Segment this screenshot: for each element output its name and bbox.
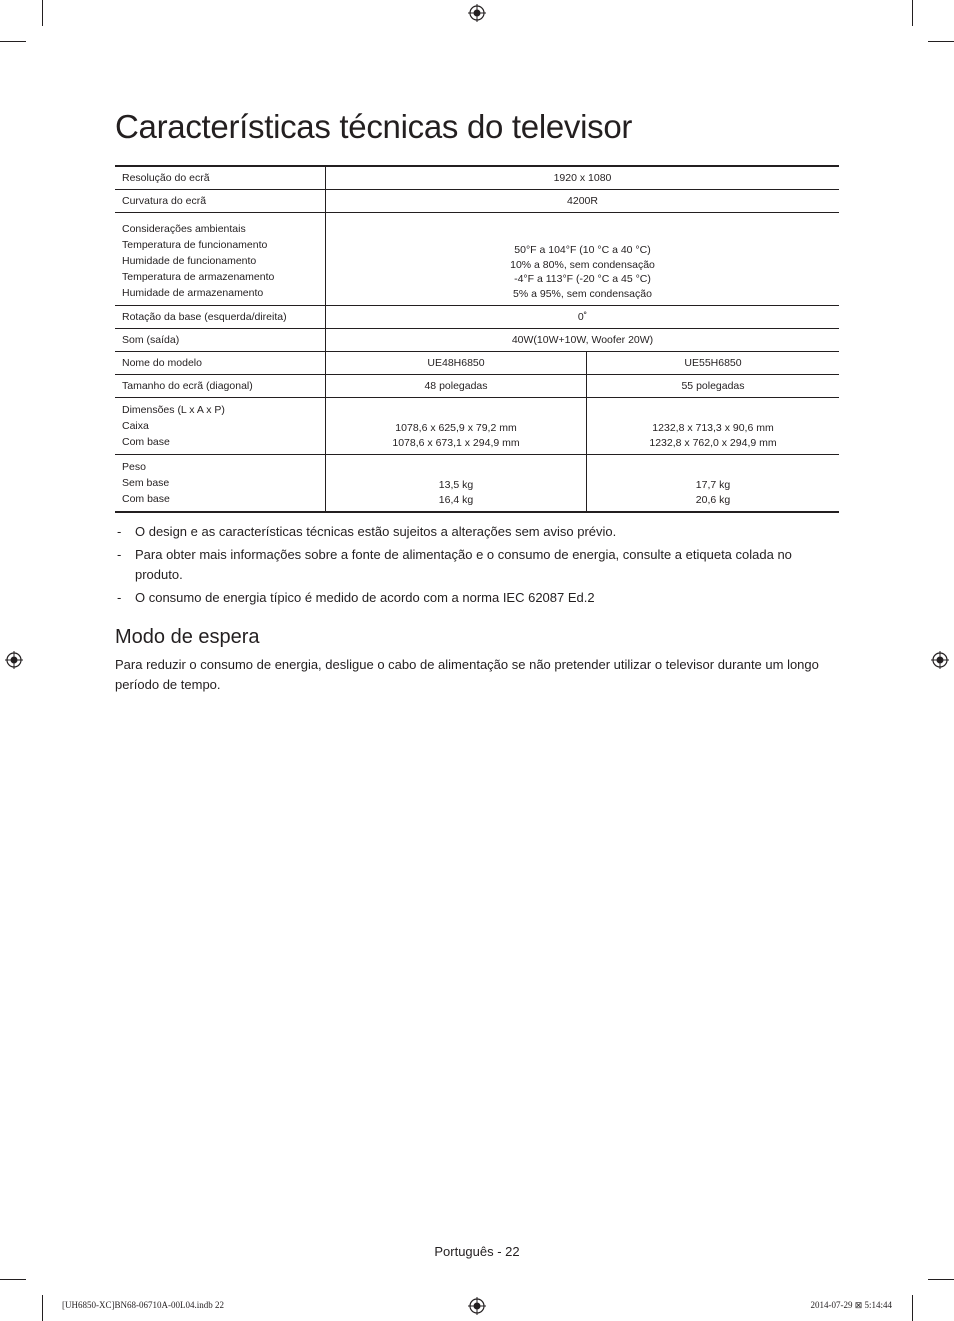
table-row (115, 306, 839, 329)
spec-value: 17,7 kg (695, 479, 731, 491)
bullet-dash: - (117, 524, 122, 539)
spec-value-group (587, 398, 840, 455)
spec-label: Humidade de funcionamento (122, 255, 257, 267)
spec-label: Resolução do ecrã (122, 172, 210, 184)
crop-mark (912, 1295, 913, 1321)
spec-value: 55 polegadas (587, 375, 840, 398)
spec-value: -4°F a 113°F (-20 °C a 45 °C) (514, 273, 651, 285)
spec-value-group (326, 398, 587, 455)
crop-mark (928, 41, 954, 42)
crop-mark (42, 0, 43, 26)
section-heading: Modo de espera (115, 626, 260, 648)
spec-label: Tamanho do ecrã (diagonal) (115, 375, 326, 398)
spec-label-group (115, 398, 326, 455)
note-text: O consumo de energia típico é medido de acordo com a norma IEC 62087 Ed.2 (135, 590, 595, 605)
spec-value: 5% a 95%, sem condensação (513, 287, 652, 300)
table-row (115, 213, 839, 306)
spec-label: Com base (122, 436, 170, 448)
spec-label: Dimensões (L x A x P) (122, 404, 225, 416)
registration-mark-icon (931, 651, 949, 669)
table-row (115, 398, 839, 455)
list-item (115, 522, 815, 542)
spec-label: Humidade de armazenamento (122, 287, 264, 299)
crop-mark (0, 41, 26, 42)
crop-mark (912, 0, 913, 26)
registration-mark-icon (468, 1297, 486, 1315)
spec-value: 1232,8 x 762,0 x 294,9 mm (649, 436, 777, 449)
spec-value: 16,4 kg (438, 493, 474, 506)
spec-value: 50°F a 104°F (10 °C a 40 °C) (514, 244, 651, 256)
table-row (115, 190, 839, 213)
spec-value: UE55H6850 (587, 352, 840, 375)
page-footer: Português - 22 (434, 1244, 520, 1259)
spec-value: 48 polegadas (326, 375, 587, 398)
spec-label-group (115, 455, 326, 513)
crop-mark (928, 1279, 954, 1280)
notes-list (115, 522, 815, 611)
spec-value: 1232,8 x 713,3 x 90,6 mm (652, 422, 774, 434)
spec-value: 13,5 kg (438, 479, 474, 491)
registration-mark-icon (5, 651, 23, 669)
spec-value: 1078,6 x 625,9 x 79,2 mm (395, 422, 517, 434)
note-text: Para obter mais informações sobre a fonte de alimentação e o consumo de energia, consulte a etiqueta colada no produto. (135, 547, 792, 582)
list-item (115, 588, 815, 608)
table-row (115, 352, 839, 375)
spec-value-group (587, 455, 840, 513)
spec-value: 1920 x 1080 (326, 166, 840, 190)
spec-value: 40W(10W+10W, Woofer 20W) (326, 329, 840, 352)
slug-right: 2014-07-29 ⊠ 5:14:44 (810, 1300, 892, 1310)
slug-left: [UH6850-XC]BN68-06710A-00L04.indb 22 (62, 1300, 224, 1310)
spec-label: Rotação da base (esquerda/direita) (115, 306, 326, 329)
spec-value: 1078,6 x 673,1 x 294,9 mm (392, 436, 520, 449)
spec-value: UE48H6850 (326, 352, 587, 375)
note-text: O design e as características técnicas estão sujeitos a alterações sem aviso prévio. (135, 524, 617, 539)
spec-label: Temperatura de armazenamento (122, 271, 275, 283)
spec-table (115, 165, 839, 513)
bullet-dash: - (117, 590, 122, 605)
table-row (115, 455, 839, 513)
spec-value: 4200R (326, 190, 840, 213)
spec-label: Som (saída) (115, 329, 326, 352)
spec-label: Com base (122, 493, 170, 505)
crop-mark (0, 1279, 26, 1280)
table-row (115, 329, 839, 352)
spec-value-group (326, 455, 587, 513)
bullet-dash: - (117, 547, 122, 562)
spec-label: Sem base (122, 477, 170, 489)
spec-label: Nome do modelo (115, 352, 326, 375)
spec-label-group (115, 213, 326, 306)
spec-label: Temperatura de funcionamento (122, 239, 268, 251)
spec-value-group (326, 213, 840, 306)
spec-value: 20,6 kg (695, 493, 731, 506)
crop-mark (42, 1295, 43, 1321)
list-item (115, 545, 815, 585)
spec-value: 10% a 80%, sem condensação (510, 258, 655, 271)
registration-mark-icon (468, 4, 486, 22)
table-row (115, 375, 839, 398)
section-paragraph: Para reduzir o consumo de energia, desligue o cabo de alimentação se não pretender utilizar o televisor durante um longo período de tempo. (115, 657, 819, 692)
spec-label: Peso (122, 461, 146, 473)
table-row (115, 166, 839, 190)
spec-label: Curvatura do ecrã (115, 190, 326, 213)
page-title: Características técnicas do televisor (115, 108, 633, 145)
spec-label: Considerações ambientais (122, 223, 246, 235)
spec-value: 0˚ (326, 306, 840, 329)
spec-label: Caixa (122, 420, 149, 432)
